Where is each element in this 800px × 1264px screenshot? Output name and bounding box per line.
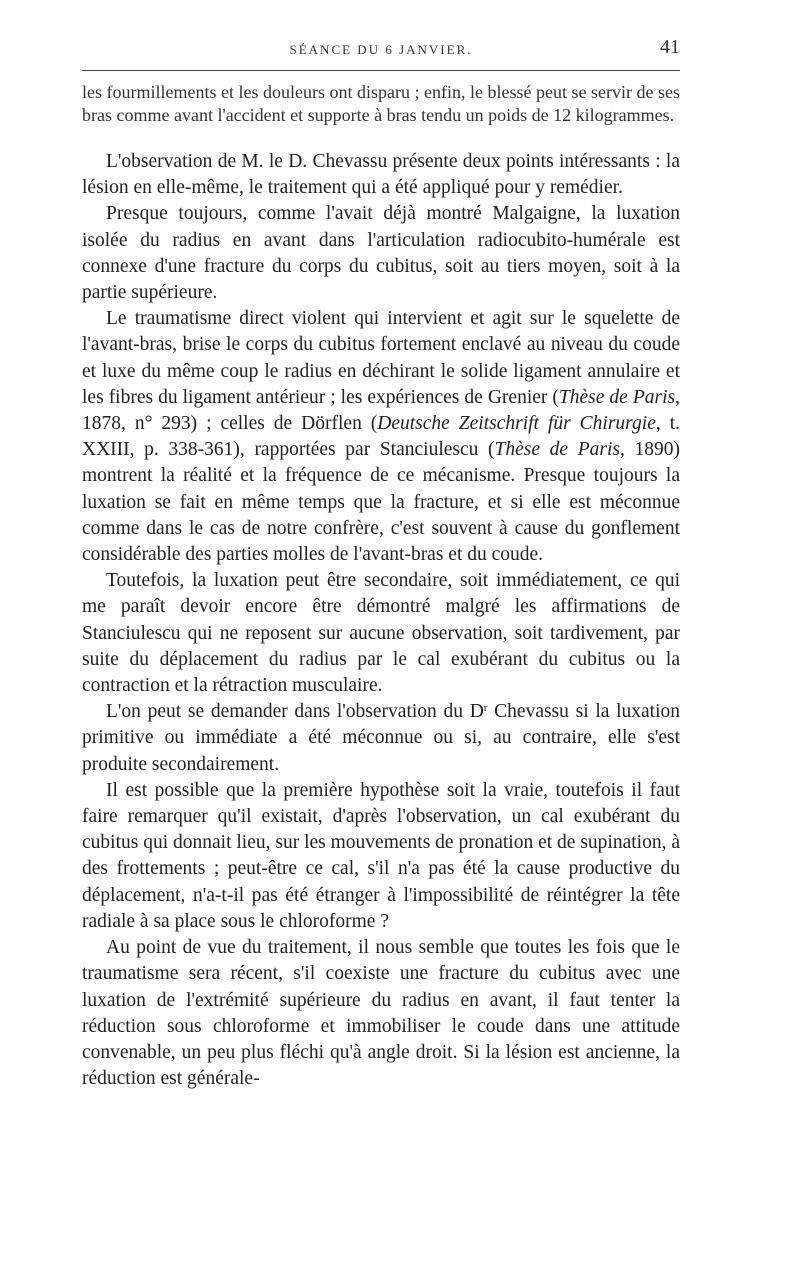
text-run: Chevassu si la luxation primitive ou immédiate a été méconnue ou si, au contraire, elle s'est produite secondairement. [82, 701, 680, 775]
paragraph-toutefois: Toutefois, la luxation peut être secondaire, soit immédiatement, ce qui me paraît devoir encore être démontré malgré les affirmations de Stanciulescu qui ne reposent sur aucune observation, soit tardivement, par suite du déplacement du radius par le cal exubérant du cubitus ou la contraction et la rétraction musculaire. [82, 570, 680, 697]
paragraph-hypothese: Il est possible que la première hypothèse soit la vraie, toutefois il faut faire remarquer qu'il existait, d'après l'observation, un cal exubérant du cubitus qui donnait lieu, sur les mouvements de pronation et de supination, à des frottements ; peut-être ce cal, s'il n'a pas été la cause productive du déplacement, n'a-t-il pas été étranger à l'impossibilité de réintégrer la tête radiale à sa place sous le chloroforme ? [82, 779, 680, 932]
citation-title: Thèse de Paris [494, 439, 620, 461]
superscript: r [483, 702, 488, 715]
citation-title: Deutsche Zeitschrift für Chirurgie [377, 413, 656, 435]
paragraph-question [82, 699, 680, 778]
running-head-title: SÉANCE DU 6 JANVIER. [289, 42, 473, 57]
running-head [82, 36, 680, 68]
paragraph-observation: L'observation de M. le D. Chevassu présente deux points intéressants : la lésion en elle-même, le traitement qui a été appliqué pour y remédier. [82, 151, 680, 199]
text-run: , t. XXIII, p. 338-361), rapportées par Stanciulescu ( [82, 413, 681, 461]
text-run: , 1890) montrent la réalité et la fréquence de ce mécanisme. Presque toujours la luxation se fait en même temps que la fracture, et si elle est méconnue comme dans le cas de notre confrère, c'est souvent à cause du gonflement considérable des parties molles de l'avant-bras et du coude. [82, 439, 680, 566]
text-run: L'on peut se demander dans l'observation du D [106, 701, 484, 723]
text-run: , 1878, n° 293) ; celles de Dörflen ( [82, 386, 680, 435]
header-rule [82, 70, 680, 71]
text-run: Le traumatisme direct violent qui intervient et agit sur le squelette de l'avant-bras, brise le corps du cubitus fortement enclavé au niveau du coude et luxe du même coup le radius en déchirant le solide ligament annulaire et les fibres du ligament antérieur ; les expériences de Grenier ( [82, 308, 680, 408]
page [82, 36, 680, 1092]
paragraph-traitement: Au point de vue du traitement, il nous semble que toutes les fois que le traumatisme sera récent, s'il coexiste une fracture du cubitus avec une luxation de l'extrémité supérieure du radius en avant, il faut tenter la réduction sous chloroforme et immobiliser le coude dans une attitude convenable, un peu plus fléchi qu'à angle droit. Si la lésion est ancienne, la réduction est générale- [82, 937, 680, 1090]
paragraph-malgaigne: Presque toujours, comme l'avait déjà montré Malgaigne, la luxation isolée du radius en avant dans l'articulation radiocubito-humérale est connexe d'une fracture du corps du cubitus, soit au tiers moyen, soit à la partie supérieure. [82, 203, 680, 304]
page-number: 41 [660, 36, 680, 58]
citation-title: Thèse de Paris [558, 386, 676, 408]
paragraph-continuation: les fourmillements et les douleurs ont disparu ; enfin, le blessé peut se servir de ses bras comme avant l'accident et supporte à bras tendu un poids de 12 kilogrammes. [82, 82, 680, 125]
paragraph-traumatisme [82, 306, 680, 568]
